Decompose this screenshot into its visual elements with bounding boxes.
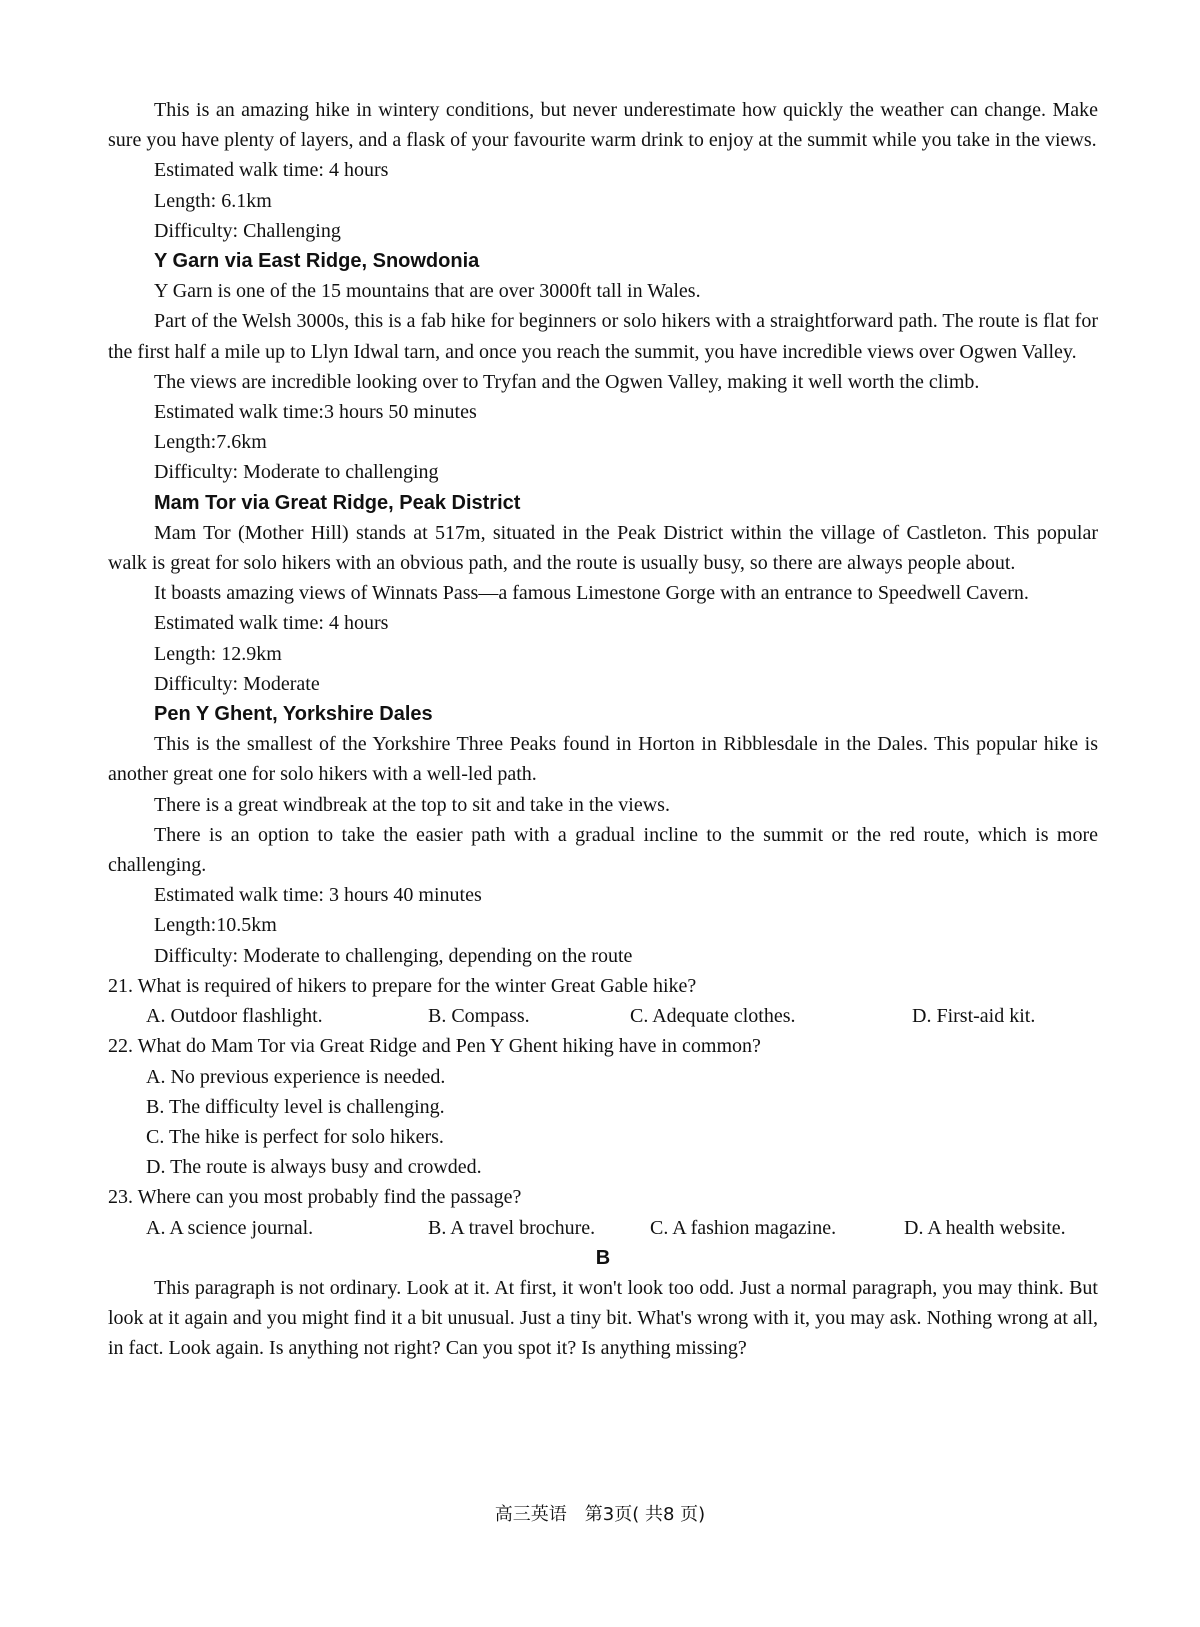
hike2-title: Mam Tor via Great Ridge, Peak District xyxy=(154,491,521,514)
q21-option-c: C. Adequate clothes. xyxy=(630,1005,796,1028)
question-23-options xyxy=(108,1213,1098,1243)
hike3-walk-time: Estimated walk time: 3 hours 40 minutes xyxy=(154,884,482,907)
page-footer: 高三英语 第3页( 共8 页) xyxy=(494,1504,706,1525)
q23-option-d: D. A health website. xyxy=(904,1216,1066,1239)
q22-option-a: A. No previous experience is needed. xyxy=(146,1065,446,1088)
hike3-paragraph-1: This is the smallest of the Yorkshire Three Peaks found in Horton in Ribblesdale in the Dales. This popular hike is another great one for solo hikers with a well-led path. xyxy=(108,733,1098,786)
hike3-length: Length:10.5km xyxy=(154,914,277,937)
hike2-walk-time: Estimated walk time: 4 hours xyxy=(154,612,389,635)
q21-option-a: A. Outdoor flashlight. xyxy=(146,1005,323,1028)
hike1-length: Length:7.6km xyxy=(154,431,267,454)
section-b-label: B xyxy=(595,1246,611,1269)
question-21: 21. What is required of hikers to prepare for the winter Great Gable hike? xyxy=(108,974,697,997)
intro-walk-time: Estimated walk time: 4 hours xyxy=(154,159,389,182)
hike2-paragraph-2: It boasts amazing views of Winnats Pass—a famous Limestone Gorge with an entrance to Speedwell Cavern. xyxy=(154,582,1029,605)
hike1-paragraph-1: Y Garn is one of the 15 mountains that are over 3000ft tall in Wales. xyxy=(154,280,701,303)
hike3-paragraph-3: There is an option to take the easier path with a gradual incline to the summit or the red route, which is more challenging. xyxy=(108,823,1098,877)
intro-length: Length: 6.1km xyxy=(154,189,272,212)
q23-option-a: A. A science journal. xyxy=(146,1216,314,1239)
question-23: 23. Where can you most probably find the passage? xyxy=(108,1186,522,1209)
hike3-paragraph-2: There is a great windbreak at the top to sit and take in the views. xyxy=(154,793,670,816)
q21-option-d: D. First-aid kit. xyxy=(912,1005,1036,1028)
hike1-paragraph-2: Part of the Welsh 3000s, this is a fab hike for beginners or solo hikers with a straightforward path. The route is flat for the first half a mile up to Llyn Idwal tarn, and once you reach the summit, you have incredible views over Ogwen Valley. xyxy=(108,310,1098,363)
q23-option-b: B. A travel brochure. xyxy=(428,1216,596,1239)
hike1-paragraph-3: The views are incredible looking over to Tryfan and the Ogwen Valley, making it well worth the climb. xyxy=(154,370,980,393)
section-b-paragraph: This paragraph is not ordinary. Look at it. At first, it won't look too odd. Just a normal paragraph, you may think. But look at it again and you might find it a bit unusual. Just a tiny bit. What's wrong with it, you may ask. Nothing wrong at all, in fact. Look again. Is anything not right? Can you spot it? Is anything missing? xyxy=(108,1276,1098,1360)
q23-option-c: C. A fashion magazine. xyxy=(650,1216,837,1239)
hike2-difficulty: Difficulty: Moderate xyxy=(154,672,320,695)
passage-content xyxy=(108,95,1098,1364)
intro-paragraph: This is an amazing hike in wintery conditions, but never underestimate how quickly the weather can change. Make sure you have plenty of layers, and a flask of your favourite warm drink to enjoy at the summit while you take in the views. xyxy=(108,99,1098,152)
hike3-title: Pen Y Ghent, Yorkshire Dales xyxy=(154,703,433,726)
q22-option-d: D. The route is always busy and crowded. xyxy=(146,1156,482,1179)
intro-difficulty: Difficulty: Challenging xyxy=(154,219,341,242)
hike2-paragraph-1: Mam Tor (Mother Hill) stands at 517m, situated in the Peak District within the village of Castleton. This popular walk is great for solo hikers with an obvious path, and the route is usually busy, so there are always people about. xyxy=(108,521,1098,575)
hike1-walk-time: Estimated walk time:3 hours 50 minutes xyxy=(154,401,477,424)
hike3-difficulty: Difficulty: Moderate to challenging, depending on the route xyxy=(154,944,633,967)
q22-option-b: B. The difficulty level is challenging. xyxy=(146,1095,445,1118)
hike1-difficulty: Difficulty: Moderate to challenging xyxy=(154,461,439,484)
hike2-length: Length: 12.9km xyxy=(154,642,282,665)
question-22: 22. What do Mam Tor via Great Ridge and Pen Y Ghent hiking have in common? xyxy=(108,1035,761,1058)
q22-option-c: C. The hike is perfect for solo hikers. xyxy=(146,1125,444,1148)
question-21-options xyxy=(108,1001,1098,1031)
q21-option-b: B. Compass. xyxy=(428,1005,530,1028)
hike1-title: Y Garn via East Ridge, Snowdonia xyxy=(154,250,480,273)
